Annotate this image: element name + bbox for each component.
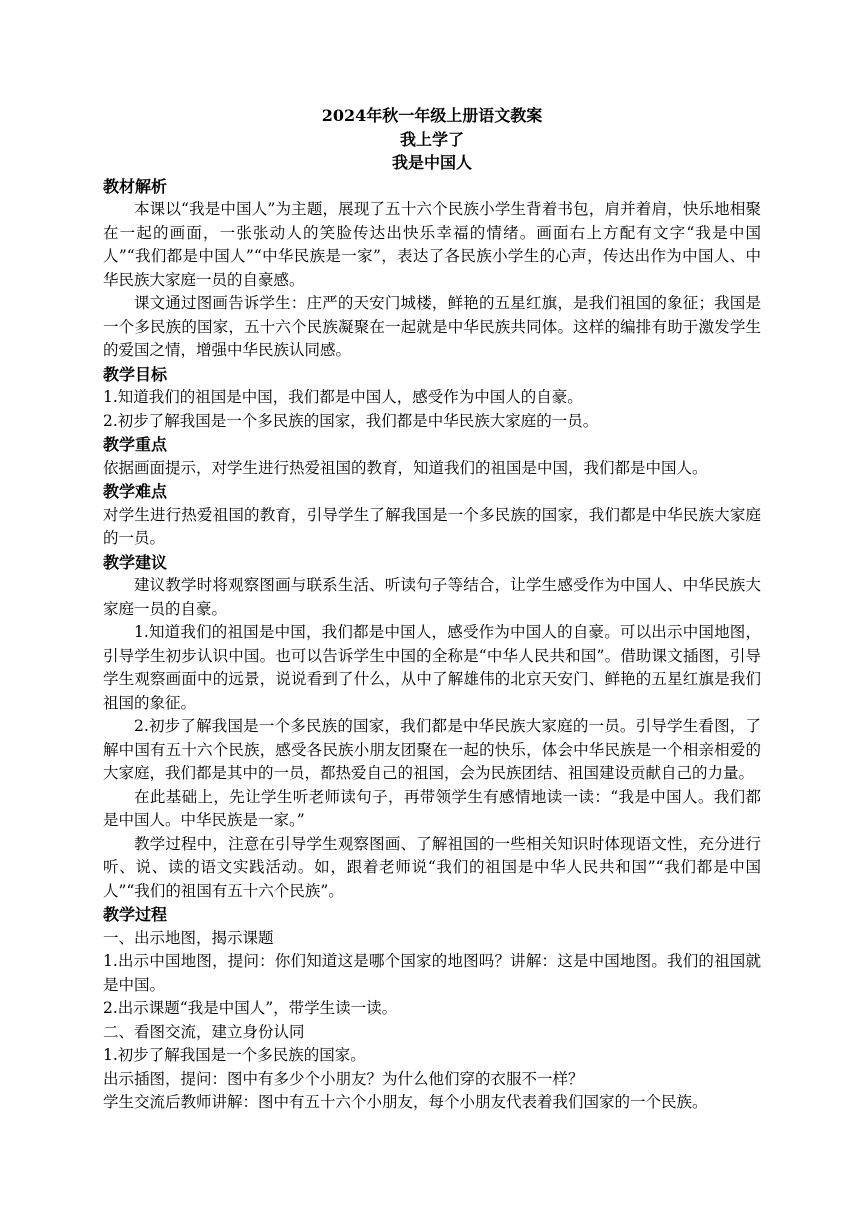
paragraph: 学生交流后教师讲解：图中有五十六个小朋友，每个小朋友代表着我们国家的一个民族。 xyxy=(103,1093,708,1111)
paragraph: 在此基础上，先让学生听老师读句子，再带领学生有感情地读一读：“我是中国人。我们都是中国人。中华民族是一家。” xyxy=(103,787,761,829)
section-heading: 教学重点 xyxy=(103,435,168,454)
paragraph: 本课以“我是中国人”为主题，展现了五十六个民族小学生背着书包，肩并着肩，快乐地相聚在一起的画面，一张张动人的笑脸传达出快乐幸福的情绪。画面右上方配有文字“我是中国人”“我们都是中国人”“中华民族是一家”，表达了各民族小学生的心声，传达出作为中国人、中华民族大家庭一员的自豪感。 xyxy=(103,200,761,289)
document-page xyxy=(103,104,761,1115)
document-body xyxy=(103,175,761,1115)
paragraph: 2.初步了解我国是一个多民族的国家，我们都是中华民族大家庭的一员。 xyxy=(103,411,599,430)
paragraph: 教学过程中，注意在引导学生观察图画、了解祖国的一些相关知识时体现语文性，充分进行听、说、读的语文实践活动。如，跟着老师说“我们的祖国是中华人民共和国”“我们都是中国人”“我们的祖国有五十六个民族”。 xyxy=(103,834,761,900)
paragraph: 二、看图交流，建立身份认同 xyxy=(103,1022,305,1041)
paragraph: 2.初步了解我国是一个多民族的国家，我们都是中华民族大家庭的一员。引导学生看图，了解中国有五十六个民族，感受各民族小朋友团聚在一起的快乐，体会中华民族是一个相亲相爱的大家庭，我们都是其中的一员，都热爱自己的祖国，会为民族团结、祖国建设贡献自己的力量。 xyxy=(103,717,761,782)
section-heading: 教学难点 xyxy=(103,482,168,501)
section-heading: 教材解析 xyxy=(103,176,168,196)
paragraph: 一、出示地图，揭示课题 xyxy=(103,928,274,947)
paragraph: 1.出示中国地图，提问：你们知道这是哪个国家的地图吗？讲解：这是中国地图。我们的祖国就是中国。 xyxy=(103,952,761,994)
paragraph: 1.知道我们的祖国是中国，我们都是中国人，感受作为中国人的自豪。 xyxy=(103,388,583,406)
lesson-title: 我是中国人 xyxy=(391,153,472,172)
unit-title: 我上学了 xyxy=(399,129,464,149)
paragraph: 2.出示课题“我是中国人”，带学生读一读。 xyxy=(103,999,398,1017)
section-heading: 教学建议 xyxy=(103,552,168,572)
section-heading: 教学过程 xyxy=(103,905,168,924)
paragraph: 对学生进行热爱祖国的教育，引导学生了解我国是一个多民族的国家，我们都是中华民族大家庭的一员。 xyxy=(103,505,761,547)
section-heading: 教学目标 xyxy=(103,364,168,384)
paragraph: 课文通过图画告诉学生：庄严的天安门城楼，鲜艳的五星红旗，是我们祖国的象征；我国是一个多民族的国家，五十六个民族凝聚在一起就是中华民族共同体。这样的编排有助于激发学生的爱国之情，增强中华民族认同感。 xyxy=(103,294,761,359)
paragraph: 1.知道我们的祖国是中国，我们都是中国人，感受作为中国人的自豪。可以出示中国地图，引导学生初步认识中国。也可以告诉学生中国的全称是“中华人民共和国”。借助课文插图，引导学生观察画面中的远景，说说看到了什么，从中了解雄伟的北京天安门、鲜艳的五星红旗是我们祖国的象征。 xyxy=(103,623,761,712)
paragraph: 1.初步了解我国是一个多民族的国家。 xyxy=(103,1046,366,1064)
paragraph: 出示插图，提问：图中有多少个小朋友？为什么他们穿的衣服不一样？ xyxy=(103,1069,584,1088)
paragraph: 依据画面提示，对学生进行热爱祖国的教育，知道我们的祖国是中国，我们都是中国人。 xyxy=(103,458,708,477)
paragraph: 建议教学时将观察图画与联系生活、听读句子等结合，让学生感受作为中国人、中华民族大家庭一员的自豪。 xyxy=(103,576,761,618)
doc-title: 2024年秋一年级上册语文教案 xyxy=(321,106,543,125)
